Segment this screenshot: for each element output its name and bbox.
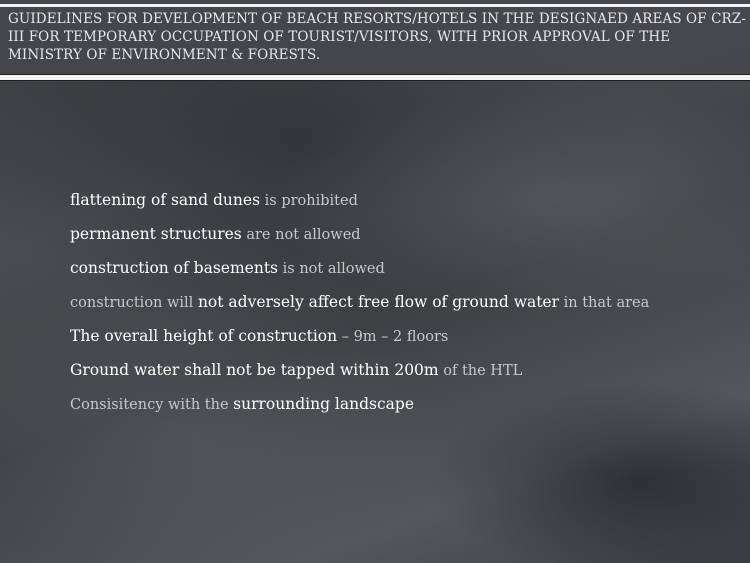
guideline-suffix: in that area bbox=[559, 295, 650, 311]
guideline-item bbox=[70, 390, 740, 424]
guideline-emphasis: not adversely affect free flow of ground water bbox=[197, 293, 560, 311]
guideline-item bbox=[70, 254, 740, 288]
guideline-suffix: is not allowed bbox=[278, 261, 385, 277]
guideline-emphasis: surrounding landscape bbox=[233, 395, 415, 413]
title-top-rule bbox=[0, 4, 750, 7]
guideline-list bbox=[70, 186, 740, 424]
guideline-item bbox=[70, 186, 740, 220]
guideline-item bbox=[70, 288, 740, 322]
guideline-emphasis: The overall height of construction bbox=[70, 327, 338, 345]
slide-title: GUIDELINES FOR DEVELOPMENT OF BEACH RESORTS/HOTELS IN THE DESIGNAED AREAS OF CRZ-III FOR TEMPORARY OCCUPATION OF TOURIST/VISITORS, WITH PRIOR APPROVAL OF THE MINISTRY OF ENVIRONMENT & FORESTS. bbox=[8, 11, 746, 63]
guideline-suffix: – 9m – 2 floors bbox=[337, 329, 449, 345]
guideline-emphasis: construction of basements bbox=[70, 259, 279, 277]
guideline-emphasis: permanent structures bbox=[70, 225, 242, 243]
guideline-emphasis: flattening of sand dunes bbox=[70, 191, 261, 209]
guideline-item bbox=[70, 220, 740, 254]
title-band bbox=[0, 0, 750, 80]
guideline-suffix: of the HTL bbox=[438, 363, 523, 379]
guideline-item bbox=[70, 356, 740, 390]
guideline-prefix: construction will bbox=[70, 295, 198, 311]
title-bottom-rule bbox=[0, 74, 750, 81]
guideline-item bbox=[70, 322, 740, 356]
guideline-suffix: are not allowed bbox=[241, 227, 361, 243]
guideline-suffix: is prohibited bbox=[260, 193, 358, 209]
guideline-prefix: Consisitency with the bbox=[70, 397, 234, 413]
guideline-emphasis: Ground water shall not be tapped within 200m bbox=[70, 361, 439, 379]
